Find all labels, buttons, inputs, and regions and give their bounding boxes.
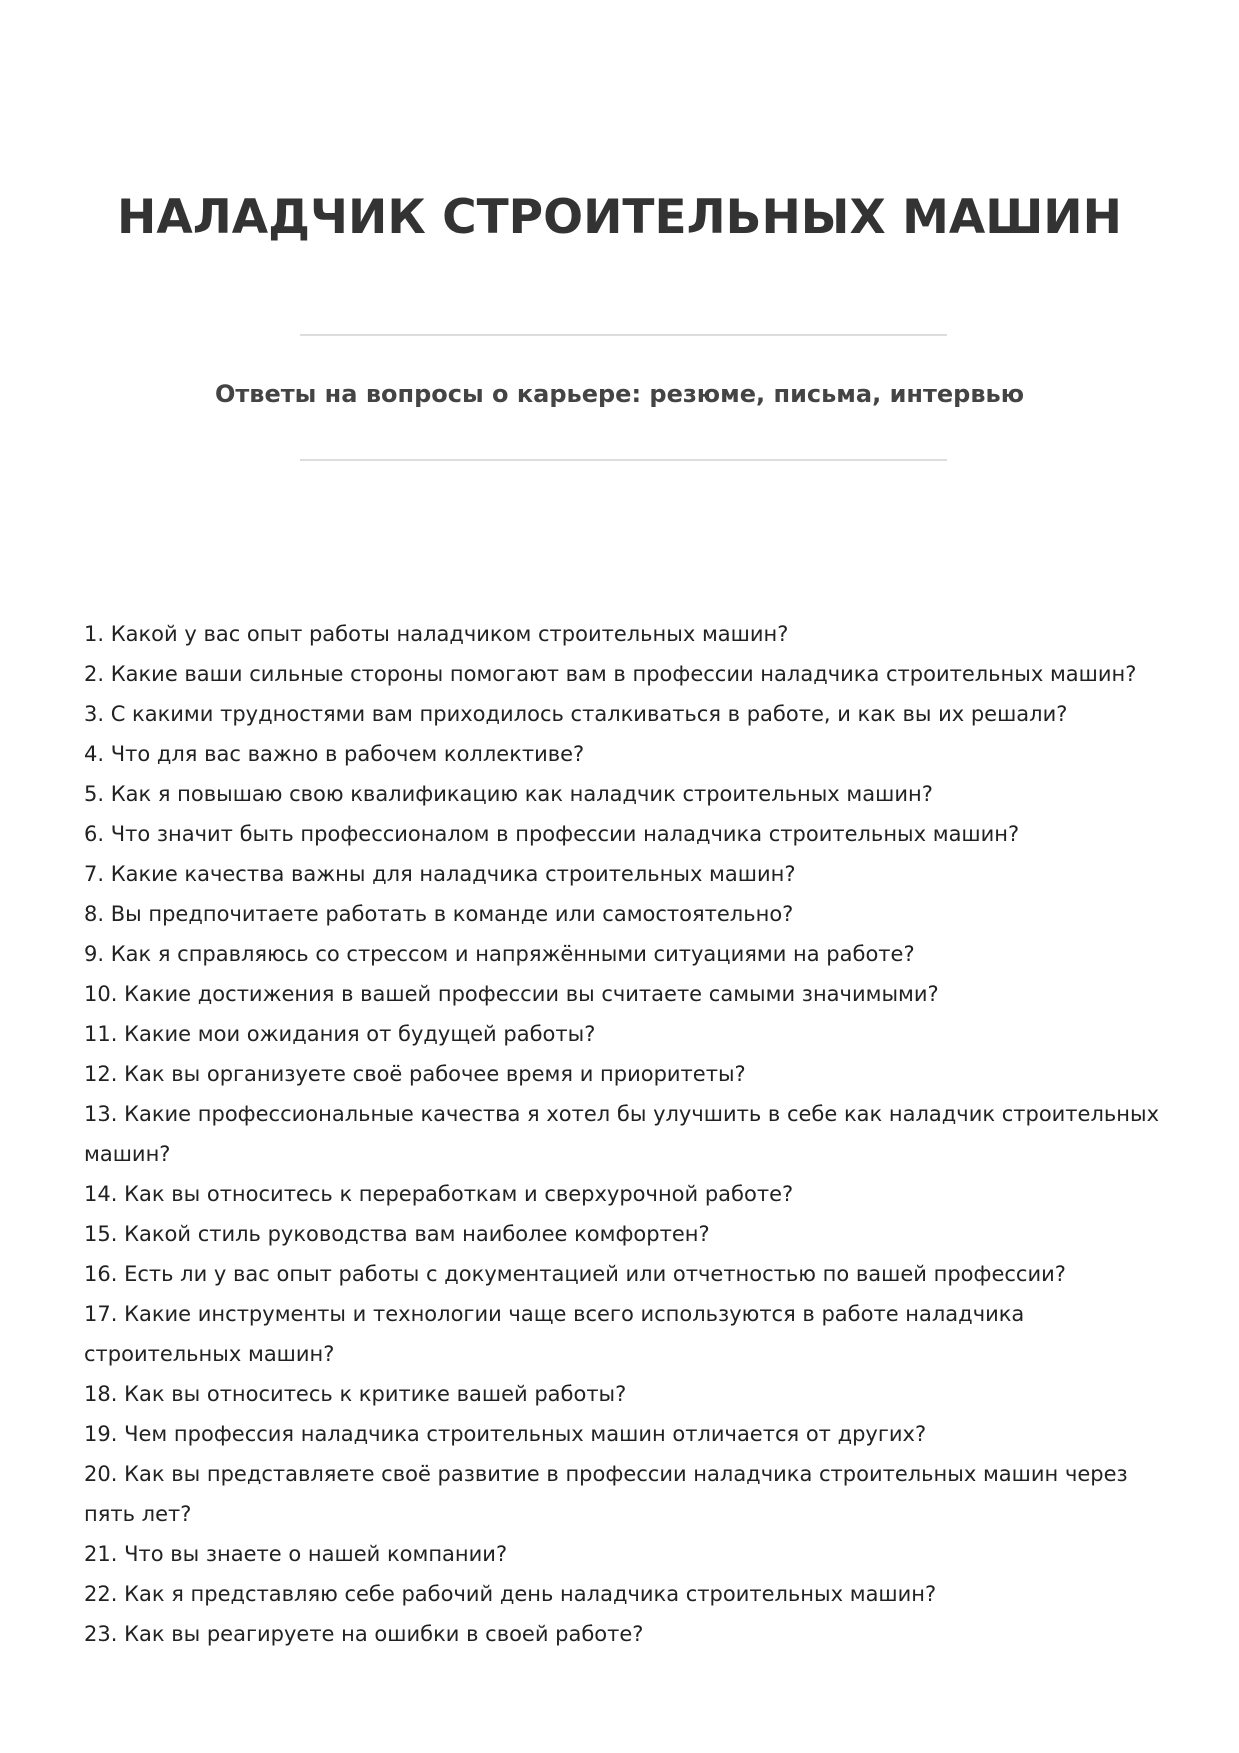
question-item: 20. Как вы представляете своё развитие в профессии наладчика строительных машин через пять лет? bbox=[84, 1462, 1128, 1526]
question-item: 15. Какой стиль руководства вам наиболее комфортен? bbox=[84, 1222, 710, 1246]
question-item: 6. Что значит быть профессионалом в профессии наладчика строительных машин? bbox=[84, 822, 1020, 846]
questions-list bbox=[84, 614, 1159, 1654]
question-item: 18. Как вы относитесь к критике вашей работы? bbox=[84, 1382, 627, 1406]
divider-top bbox=[300, 334, 947, 336]
question-item: 14. Как вы относитесь к переработкам и сверхурочной работе? bbox=[84, 1182, 794, 1206]
question-item: 19. Чем профессия наладчика строительных машин отличается от других? bbox=[84, 1422, 927, 1446]
question-item: 17. Какие инструменты и технологии чаще всего используются в работе наладчика строительных машин? bbox=[84, 1302, 1025, 1366]
question-item: 8. Вы предпочитаете работать в команде или самостоятельно? bbox=[84, 902, 794, 926]
question-item: 16. Есть ли у вас опыт работы с документацией или отчетностью по вашей профессии? bbox=[84, 1262, 1066, 1286]
question-item: 22. Как я представляю себе рабочий день наладчика строительных машин? bbox=[84, 1582, 937, 1606]
question-item: 4. Что для вас важно в рабочем коллективе? bbox=[84, 742, 585, 766]
question-item: 9. Как я справляюсь со стрессом и напряжёнными ситуациями на работе? bbox=[84, 942, 915, 966]
page-subtitle: Ответы на вопросы о карьере: резюме, письма, интервью bbox=[214, 380, 1025, 408]
question-item: 21. Что вы знаете о нашей компании? bbox=[84, 1542, 508, 1566]
question-item: 10. Какие достижения в вашей профессии вы считаете самыми значимыми? bbox=[84, 982, 939, 1006]
page-title: НАЛАДЧИК СТРОИТЕЛЬНЫХ МАШИН bbox=[117, 190, 1122, 245]
question-item: 5. Как я повышаю свою квалификацию как наладчик строительных машин? bbox=[84, 782, 933, 806]
question-item: 11. Какие мои ожидания от будущей работы? bbox=[84, 1022, 596, 1046]
question-item: 1. Какой у вас опыт работы наладчиком строительных машин? bbox=[84, 622, 789, 646]
question-item: 3. С какими трудностями вам приходилось сталкиваться в работе, и как вы их решали? bbox=[84, 702, 1068, 726]
divider-bottom bbox=[300, 459, 947, 461]
question-item: 2. Какие ваши сильные стороны помогают вам в профессии наладчика строительных машин? bbox=[84, 662, 1137, 686]
question-item: 23. Как вы реагируете на ошибки в своей работе? bbox=[84, 1622, 644, 1646]
question-item: 7. Какие качества важны для наладчика строительных машин? bbox=[84, 862, 796, 886]
question-item: 12. Как вы организуете своё рабочее время и приоритеты? bbox=[84, 1062, 746, 1086]
question-item: 13. Какие профессиональные качества я хотел бы улучшить в себе как наладчик строительных машин? bbox=[84, 1102, 1159, 1166]
